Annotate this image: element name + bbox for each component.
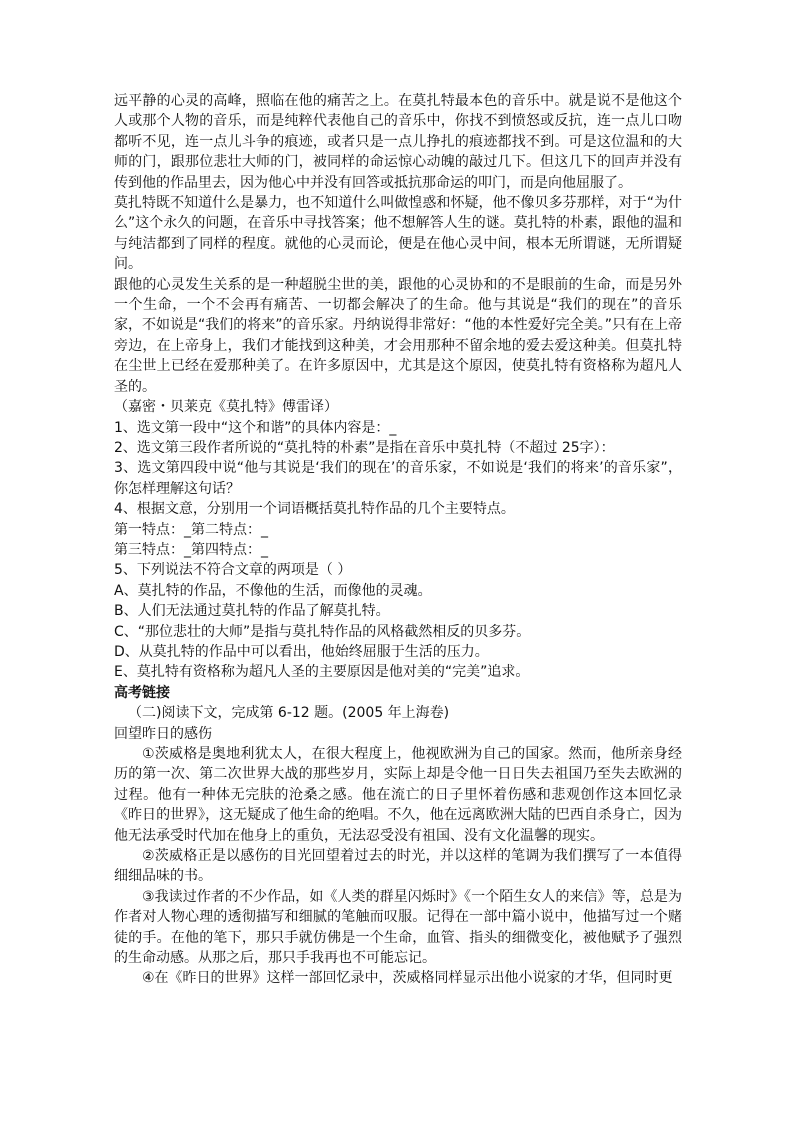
question-5: 5、下列说法不符合文章的两项是（ ）: [114, 562, 352, 579]
option-e: E、莫扎特有资格称为超凡人圣的主要原因是他对美的“完美”追求。: [114, 664, 530, 681]
option-b: B、人们无法通过莫扎特的作品了解莫扎特。: [114, 603, 390, 620]
section-heading: 高考链接: [114, 684, 170, 701]
option-a: A、莫扎特的作品，不像他的生活，而像他的灵魂。: [114, 582, 432, 599]
question-2: 2、选文第三段作者所说的“莫扎特的朴素”是指在音乐中莫扎特（不超过 25字）：: [114, 439, 615, 456]
document-page: [114, 91, 682, 989]
question-3: 3、选文第四段中说“他与其说是‘我们的现在’的音乐家，不如说是‘我们的将来’的音乐家”，你怎样理解这句话？: [114, 460, 682, 497]
body-paragraph-2: 莫扎特既不知道什么是暴力，也不知道什么叫做惶惑和怀疑，他不像贝多芬那样，对于“为什么”这个永久的问题，在音乐中寻找答案；他不想解答人生的谜。莫扎特的朴素，跟他的温和与纯洁都到了同样的程度。就他的心灵而论，便是在他心灵中间，根本无所谓谜，无所谓疑问。: [114, 195, 682, 273]
reading-task: （二)阅读下文，完成第 6-12 题。(2005 年上海卷): [128, 705, 450, 722]
question-4-blanks-line-1: 第一特点：_第二特点：_: [114, 521, 268, 538]
question-4: 4、根据文意，分别用一个词语概括莫扎特作品的几个主要特点。: [114, 501, 515, 518]
essay-paragraph-4: ④在《昨日的世界》这样一部回忆录中，茨威格同样显示出他小说家的才华，但同时更: [142, 970, 673, 987]
source-citation: （嘉密・贝莱克《莫扎特》傅雷译）: [114, 399, 338, 416]
option-d: D、从莫扎特的作品中可以看出，他始终屈服于生活的压力。: [114, 643, 489, 660]
essay-paragraph-3: ③我读过作者的不少作品，如《人类的群星闪烁时》《一个陌生女人的来信》等，总是为作者对人物心理的透彻描写和细腻的笔触而叹服。记得在一部中篇小说中，他描写过一个赌徒的手。在他的笔下，那只手就仿佛是一个生命，血管、指头的细微变化，被他赋予了强烈的生命动感。从那之后，那只手我再也不可能忘记。: [114, 888, 682, 967]
option-c: C、“那位悲壮的大师”是指与莫扎特作品的风格截然相反的贝多芬。: [114, 623, 531, 640]
essay-title: 回望昨日的感伤: [114, 725, 212, 742]
body-paragraph-continuation: 远平静的心灵的高峰，照临在他的痛苦之上。在莫扎特最本色的音乐中。就是说不是他这个人或那个人物的音乐，而是纯粹代表他自己的音乐中，你找不到愤怒或反抗，连一点儿口吻都听不见，连一点儿斗争的痕迹，或者只是一点儿挣扎的痕迹都找不到。可是这位温和的大师的门，跟那位悲壮大师的门，被同样的命运惊心动魄的敲过几下。但这几下的回声并没有传到他的作品里去，因为他心中并没有回答或抵抗那命运的叩门，而是向他屈服了。: [114, 93, 682, 191]
body-paragraph-3: 跟他的心灵发生关系的是一种超脱尘世的美，跟他的心灵协和的不是眼前的生命，而是另外一个生命，一个不会再有痛苦、一切都会解决了的生命。他与其说是“我们的现在”的音乐家，不如说是“我们的将来”的音乐家。丹纳说得非常好：“他的本性爱好完全美。”只有在上帝旁边，在上帝身上，我们才能找到这种美，才会用那种不留余地的爱去爱这种美。但莫扎特在尘世上已经在爱那种美了。在许多原因中，尤其是这个原因，使莫扎特有资格称为超凡人圣的。: [114, 276, 683, 395]
essay-paragraph-1: ①茨威格是奥地利犹太人，在很大程度上，他视欧洲为自己的国家。然而，他所亲身经历的第一次、第二次世界大战的那些岁月，实际上却是令他一日日失去祖国乃至失去欧洲的过程。他有一种体无完肤的沧桑之感。他在流亡的日子里怀着伤感和悲观创作这本回忆录《昨日的世界》，这无疑成了他生命的绝唱。不久，他在远离欧洲大陆的巴西自杀身亡，因为他无法承受时代加在他身上的重负，无法忍受没有祖国、没有文化温馨的现实。: [114, 746, 682, 844]
question-1: 1、选文第一段中“这个和谐”的具体内容是：_: [114, 419, 397, 436]
essay-paragraph-2: ②茨威格正是以感伤的目光回望着过去的时光，并以这样的笔调为我们撰写了一本值得细细品味的书。: [114, 848, 682, 885]
question-4-blanks-line-2: 第三特点：_第四特点：_: [114, 541, 268, 558]
